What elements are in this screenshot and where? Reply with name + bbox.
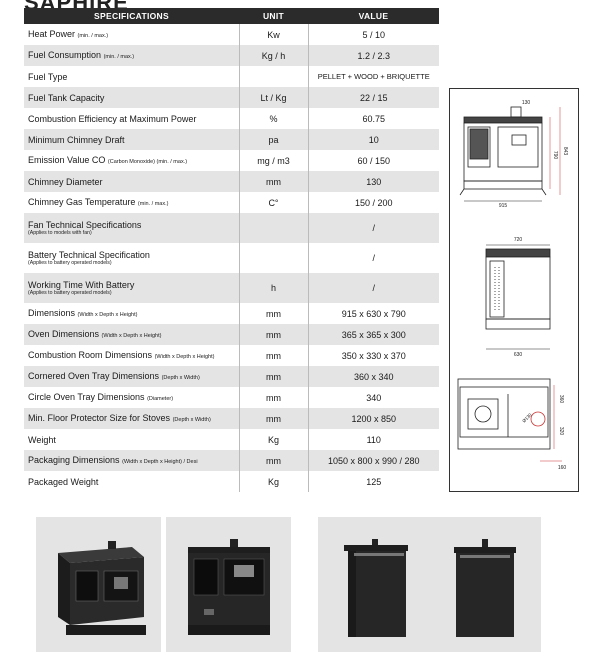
row-label: Fuel Tank Capacity	[24, 87, 239, 108]
row-label	[24, 345, 239, 366]
row-unit: h	[239, 273, 308, 303]
row-unit: pa	[239, 129, 308, 150]
table-row	[24, 108, 439, 129]
front-width-dim: 915	[498, 203, 508, 209]
technical-drawings	[450, 89, 578, 491]
row-label	[24, 387, 239, 408]
row-label	[24, 450, 239, 471]
row-label	[24, 408, 239, 429]
stove-side-image	[318, 517, 433, 652]
row-label	[24, 192, 239, 213]
row-value: /	[308, 213, 439, 243]
table-row	[24, 24, 439, 45]
row-unit: mg / m3	[239, 150, 308, 171]
row-value: PELLET + WOOD + BRIQUETTE	[308, 66, 439, 87]
label-qualifier: (Depth x Width)	[172, 416, 211, 423]
top-view-drawing	[458, 379, 562, 461]
row-unit: %	[239, 108, 308, 129]
row-value: 1.2 / 2.3	[308, 45, 439, 66]
label-note: (Applies to battery operated models)	[28, 290, 112, 296]
product-photo-back	[426, 517, 541, 652]
row-value: 60 / 150	[308, 150, 439, 171]
row-unit: mm	[239, 171, 308, 192]
label-text: Working Time With Battery	[28, 280, 135, 290]
row-value: 125	[308, 471, 439, 492]
row-value: 130	[308, 171, 439, 192]
row-label	[24, 150, 239, 171]
label-text: Packaging Dimensions	[28, 454, 120, 465]
row-label: Combustion Efficiency at Maximum Power	[24, 108, 239, 129]
row-value: 360 x 340	[308, 366, 439, 387]
table-header-row	[24, 8, 439, 24]
row-value: 1050 x 800 x 990 / 280	[308, 450, 439, 471]
label-text: Oven Dimensions	[28, 328, 100, 339]
row-label: Fuel Type	[24, 66, 239, 87]
row-value: 350 x 330 x 370	[308, 345, 439, 366]
stove-angled-image	[36, 517, 161, 652]
row-unit	[239, 213, 308, 243]
table-row	[24, 66, 439, 87]
row-label	[24, 324, 239, 345]
row-value: 365 x 365 x 300	[308, 324, 439, 345]
table-row	[24, 408, 439, 429]
label-text: Emission Value CO	[28, 154, 106, 165]
product-photo-front	[166, 517, 291, 652]
label-text: Circle Oven Tray Dimensions	[28, 391, 145, 402]
row-label	[24, 366, 239, 387]
row-unit: mm	[239, 387, 308, 408]
table-row	[24, 45, 439, 66]
front-view-drawing	[460, 107, 560, 201]
label-qualifier: (Width x Depth x Height) / Desi	[122, 458, 198, 465]
label-qualifier: (Carbon Monoxide) (min. / max.)	[107, 158, 188, 165]
table-row	[24, 387, 439, 408]
row-value: 915 x 630 x 790	[308, 303, 439, 324]
table-row	[24, 213, 439, 243]
top-dim-3: 160	[557, 465, 567, 471]
stove-front-image	[166, 517, 291, 652]
label-qualifier: (min. / max.)	[77, 32, 109, 39]
label-text: Dimensions	[28, 307, 76, 318]
row-unit: Kg	[239, 429, 308, 450]
table-row	[24, 303, 439, 324]
row-unit: mm	[239, 324, 308, 345]
label-note: (Applies to battery operated models)	[28, 260, 112, 266]
row-unit: mm	[239, 303, 308, 324]
label-qualifier: (Diameter)	[147, 395, 174, 402]
label-text: Fuel Consumption	[28, 49, 102, 60]
top-dim-2: 320	[558, 426, 564, 436]
label-text: Cornered Oven Tray Dimensions	[28, 370, 160, 381]
row-label: Minimum Chimney Draft	[24, 129, 239, 150]
row-unit: mm	[239, 408, 308, 429]
product-photo-side	[318, 517, 433, 652]
row-unit	[239, 66, 308, 87]
front-chimney-dim: 130	[521, 100, 531, 106]
row-unit: mm	[239, 366, 308, 387]
table-row	[24, 345, 439, 366]
table-row	[24, 87, 439, 108]
table-row	[24, 429, 439, 450]
table-row	[24, 366, 439, 387]
side-depth-bottom-dim: 630	[513, 352, 523, 358]
side-depth-top-dim: 720	[513, 237, 523, 243]
label-text: Fan Technical Specifications	[28, 220, 142, 230]
label-note: (Applies to models with fan)	[28, 230, 92, 236]
label-qualifier: (min. / max.)	[103, 53, 135, 60]
top-flue-dim: Ø130	[521, 412, 533, 424]
row-value: 150 / 200	[308, 192, 439, 213]
technical-drawings-panel	[449, 88, 579, 492]
product-photo-angled	[36, 517, 161, 652]
table-row	[24, 129, 439, 150]
label-qualifier: (min. / max.)	[137, 200, 169, 207]
row-label	[24, 213, 239, 243]
row-value: 60.75	[308, 108, 439, 129]
front-height-dim: 790	[552, 150, 558, 160]
front-overall-height-dim: 843	[562, 146, 568, 156]
table-row	[24, 450, 439, 471]
row-value: 22 / 15	[308, 87, 439, 108]
table-row	[24, 171, 439, 192]
row-label	[24, 273, 239, 303]
label-text: Battery Technical Specification	[28, 250, 150, 260]
table-row	[24, 471, 439, 492]
row-unit	[239, 243, 308, 273]
row-value: 5 / 10	[308, 24, 439, 45]
row-label	[24, 243, 239, 273]
row-label: Chimney Diameter	[24, 171, 239, 192]
table-row	[24, 243, 439, 273]
row-value: 110	[308, 429, 439, 450]
row-unit: Kw	[239, 24, 308, 45]
row-label	[24, 24, 239, 45]
row-label	[24, 303, 239, 324]
row-label: Weight	[24, 429, 239, 450]
label-qualifier: (Width x Depth x Height)	[77, 311, 138, 318]
row-unit: Kg / h	[239, 45, 308, 66]
row-unit: Kg	[239, 471, 308, 492]
row-label: Packaged Weight	[24, 471, 239, 492]
stove-back-image	[426, 517, 541, 652]
row-unit: Lt / Kg	[239, 87, 308, 108]
header-value: VALUE	[308, 8, 439, 24]
row-value: 340	[308, 387, 439, 408]
table-row	[24, 150, 439, 171]
header-spec: SPECIFICATIONS	[24, 8, 239, 24]
row-unit: mm	[239, 450, 308, 471]
side-view-drawing	[486, 245, 550, 349]
label-qualifier: (Depth x Width)	[161, 374, 200, 381]
label-text: Min. Floor Protector Size for Stoves	[28, 412, 171, 423]
row-value: /	[308, 243, 439, 273]
row-value: /	[308, 273, 439, 303]
row-label	[24, 45, 239, 66]
table-row	[24, 192, 439, 213]
label-text: Chimney Gas Temperature	[28, 196, 136, 207]
row-unit: mm	[239, 345, 308, 366]
row-unit: C°	[239, 192, 308, 213]
table-row	[24, 324, 439, 345]
label-text: Heat Power	[28, 28, 76, 39]
label-text: Combustion Room Dimensions	[28, 349, 153, 360]
header-unit: UNIT	[239, 8, 308, 24]
table-row	[24, 273, 439, 303]
label-qualifier: (Width x Depth x Height)	[101, 332, 162, 339]
row-value: 10	[308, 129, 439, 150]
row-value: 1200 x 850	[308, 408, 439, 429]
top-dim-1: 360	[558, 394, 564, 404]
specifications-table	[24, 8, 439, 492]
label-qualifier: (Width x Depth x Height)	[154, 353, 215, 360]
